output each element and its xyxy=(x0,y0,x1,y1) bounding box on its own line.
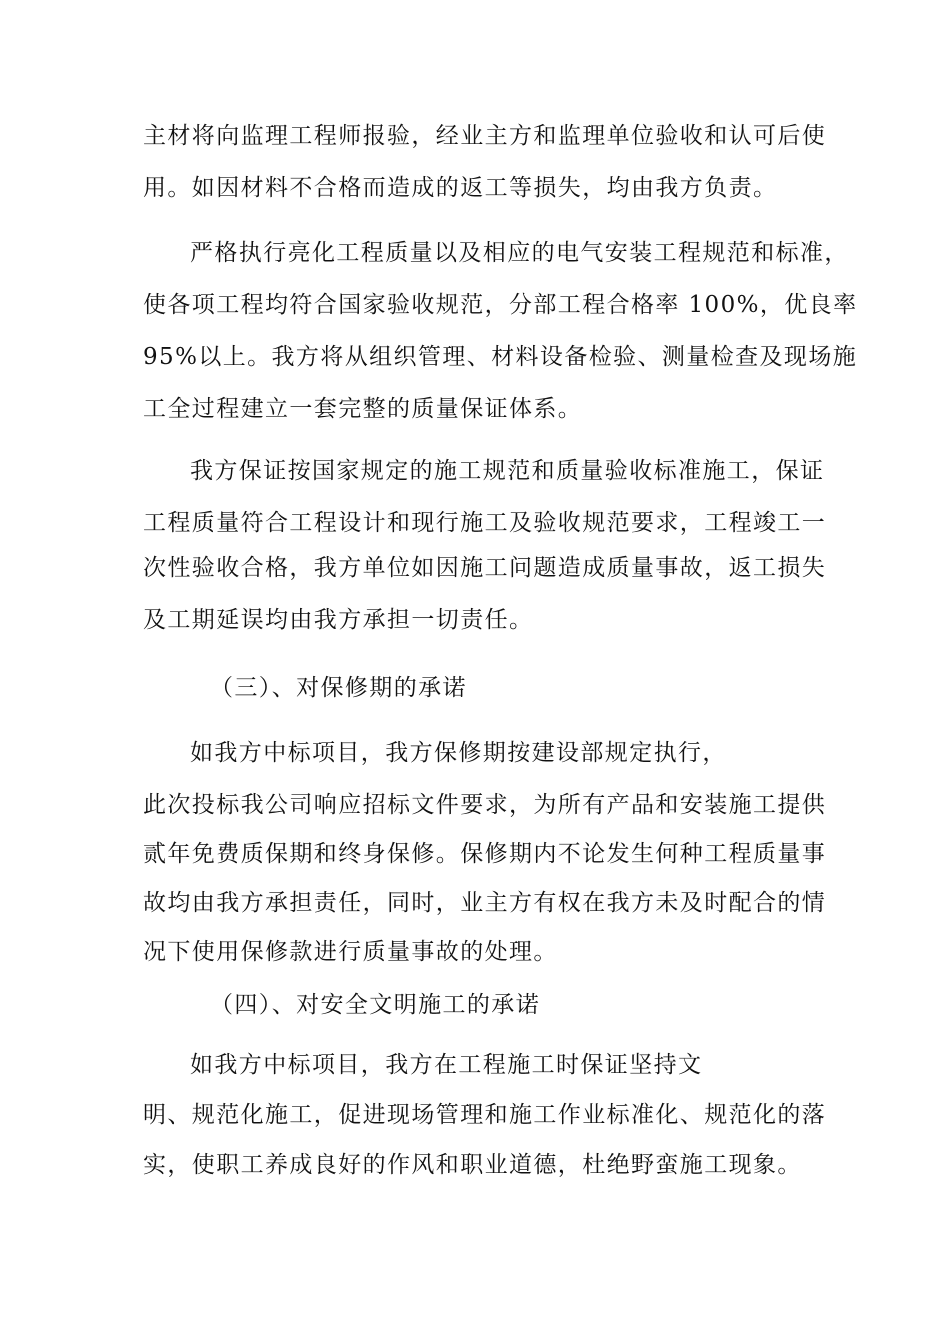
section-heading-3: （三）、对保修期的承诺 xyxy=(210,675,467,701)
paragraph-3-line-2: 工程质量符合工程设计和现行施工及验收规范要求，工程竣工一 xyxy=(143,510,827,536)
paragraph-5-line-2: 明、规范化施工，促进现场管理和施工作业标准化、规范化的落 xyxy=(143,1102,827,1128)
paragraph-4-line-4: 故均由我方承担责任，同时，业主方有权在我方未及时配合的情 xyxy=(143,890,827,916)
paragraph-4-line-3: 贰年免费质保期和终身保修。保修期内不论发生何种工程质量事 xyxy=(143,841,827,867)
paragraph-2-line-3: 95%以上。我方将从组织管理、材料设备检验、测量检查及现场施 xyxy=(143,344,858,370)
paragraph-3-line-3: 次性验收合格，我方单位如因施工问题造成质量事故，返工损失 xyxy=(143,555,827,581)
paragraph-4-line-5: 况下使用保修款进行质量事故的处理。 xyxy=(143,939,558,965)
paragraph-2-line-2: 使各项工程均符合国家验收规范，分部工程合格率 100%，优良率 xyxy=(143,292,858,318)
paragraph-5-line-3: 实，使职工养成良好的作风和职业道德，杜绝野蛮施工现象。 xyxy=(143,1152,802,1178)
paragraph-2-line-1: 严格执行亮化工程质量以及相应的电气安装工程规范和标准， xyxy=(190,240,849,266)
paragraph-5-line-1: 如我方中标项目，我方在工程施工时保证坚持文 xyxy=(190,1052,703,1078)
section-heading-4: （四）、对安全文明施工的承诺 xyxy=(210,992,541,1018)
paragraph-1-line-1: 主材将向监理工程师报验，经业主方和监理单位验收和认可后使 xyxy=(143,123,827,149)
paragraph-1-line-2: 用。如因材料不合格而造成的返工等损失，均由我方负责。 xyxy=(143,175,778,201)
paragraph-4-line-2: 此次投标我公司响应招标文件要求，为所有产品和安装施工提供 xyxy=(143,792,827,818)
paragraph-3-line-4: 及工期延误均由我方承担一切责任。 xyxy=(143,607,534,633)
paragraph-2-line-4: 工全过程建立一套完整的质量保证体系。 xyxy=(143,396,583,422)
paragraph-3-line-1: 我方保证按国家规定的施工规范和质量验收标准施工，保证 xyxy=(190,458,825,484)
paragraph-4-line-1: 如我方中标项目，我方保修期按建设部规定执行， xyxy=(190,740,727,766)
